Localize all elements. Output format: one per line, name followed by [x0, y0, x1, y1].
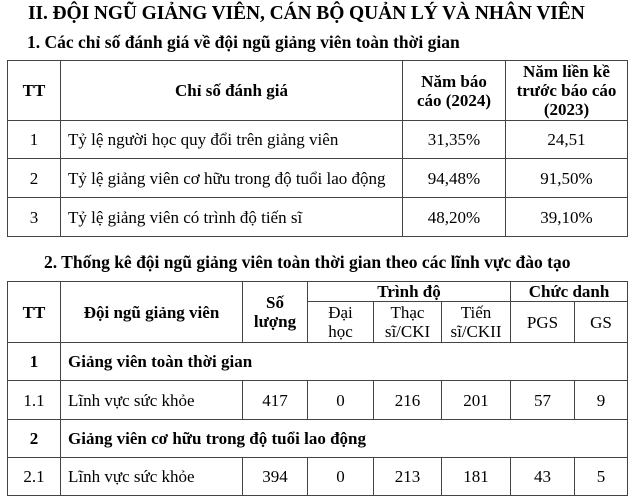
- header-prev-year-line3: (2023): [543, 100, 590, 119]
- header-prof: GS: [575, 302, 628, 343]
- cell-indicator: Tỷ lệ giảng viên cơ hữu trong độ tuổi lao động: [61, 159, 403, 198]
- header-count-line1: Số: [266, 293, 284, 312]
- cell-bachelor: 0: [308, 458, 374, 496]
- cell-tt: 3: [8, 198, 61, 237]
- header-report-year: [403, 61, 506, 121]
- cell-doctor: 201: [442, 381, 511, 420]
- cell-master: 216: [374, 381, 442, 420]
- cell-assoc-prof: 57: [511, 381, 575, 420]
- header-doctor-line1: Tiến: [460, 303, 492, 322]
- cell-bachelor: 0: [308, 381, 374, 420]
- header-bachelor-line1: Đại: [328, 303, 353, 322]
- indicators-table: [7, 60, 628, 237]
- cell-prof: 9: [575, 381, 628, 420]
- header-tt: TT: [8, 61, 61, 121]
- table-row: [8, 458, 628, 496]
- header-prev-year: [506, 61, 628, 121]
- cell-count: 417: [243, 381, 308, 420]
- group-row: [8, 420, 628, 458]
- header-master: [374, 302, 442, 343]
- group-label: Giảng viên toàn thời gian: [61, 343, 628, 381]
- cell-tt: 1.1: [8, 381, 61, 420]
- group-tt: 1: [8, 343, 61, 381]
- header-prev-year-line1: Năm liền kề: [523, 62, 610, 81]
- cell-prev-year: 91,50%: [506, 159, 628, 198]
- cell-indicator: Tỷ lệ giảng viên có trình độ tiến sĩ: [61, 198, 403, 237]
- header-report-year-line2: cáo (2024): [416, 90, 492, 110]
- header-report-year-line1: Năm báo: [421, 71, 487, 91]
- header-staff: Đội ngũ giảng viên: [61, 282, 243, 343]
- header-bachelor-line2: học: [328, 322, 353, 341]
- cell-tt: 1: [8, 121, 61, 159]
- header-doctor: [442, 302, 511, 343]
- header-assoc-prof: PGS: [511, 302, 575, 343]
- cell-prof: 5: [575, 458, 628, 496]
- group-row: [8, 343, 628, 381]
- header-count: [243, 282, 308, 343]
- table-row: [8, 381, 628, 420]
- cell-report-year: 94,48%: [403, 159, 506, 198]
- cell-report-year: 48,20%: [403, 198, 506, 237]
- header-prev-year-line2: trước báo cáo: [516, 81, 617, 100]
- table-row: [8, 121, 628, 159]
- header-qualification: Trình độ: [308, 282, 511, 302]
- group-tt: 2: [8, 420, 61, 458]
- table-header-row: [8, 282, 628, 302]
- header-title-group: Chức danh: [511, 282, 628, 302]
- table-row: [8, 159, 628, 198]
- section-title: II. ĐỘI NGŨ GIẢNG VIÊN, CÁN BỘ QUẢN LÝ VÀ NHÂN VIÊN: [28, 3, 585, 24]
- cell-field: Lĩnh vực sức khỏe: [61, 381, 243, 420]
- cell-indicator: Tỷ lệ người học quy đổi trên giảng viên: [61, 121, 403, 159]
- table-row: [8, 198, 628, 237]
- staff-statistics-table: [7, 281, 628, 496]
- header-tt: TT: [8, 282, 61, 343]
- cell-assoc-prof: 43: [511, 458, 575, 496]
- cell-prev-year: 24,51: [506, 121, 628, 159]
- header-doctor-line2: sĩ/CKII: [450, 322, 502, 341]
- header-count-line2: lượng: [253, 312, 297, 331]
- cell-master: 213: [374, 458, 442, 496]
- table1-title: 1. Các chỉ số đánh giá về đội ngũ giảng viên toàn thời gian: [27, 32, 460, 52]
- header-master-line1: Thạc: [390, 303, 425, 322]
- cell-prev-year: 39,10%: [506, 198, 628, 237]
- table-header-row: [8, 61, 628, 121]
- cell-doctor: 181: [442, 458, 511, 496]
- header-indicator: Chỉ số đánh giá: [61, 61, 403, 121]
- header-master-line2: sĩ/CKI: [384, 322, 431, 341]
- cell-field: Lĩnh vực sức khỏe: [61, 458, 243, 496]
- header-bachelor: [308, 302, 374, 343]
- cell-report-year: 31,35%: [403, 121, 506, 159]
- group-label: Giảng viên cơ hữu trong độ tuổi lao động: [61, 420, 628, 458]
- cell-count: 394: [243, 458, 308, 496]
- cell-tt: 2.1: [8, 458, 61, 496]
- cell-tt: 2: [8, 159, 61, 198]
- table2-title: 2. Thống kê đội ngũ giảng viên toàn thời gian theo các lĩnh vực đào tạo: [44, 252, 571, 272]
